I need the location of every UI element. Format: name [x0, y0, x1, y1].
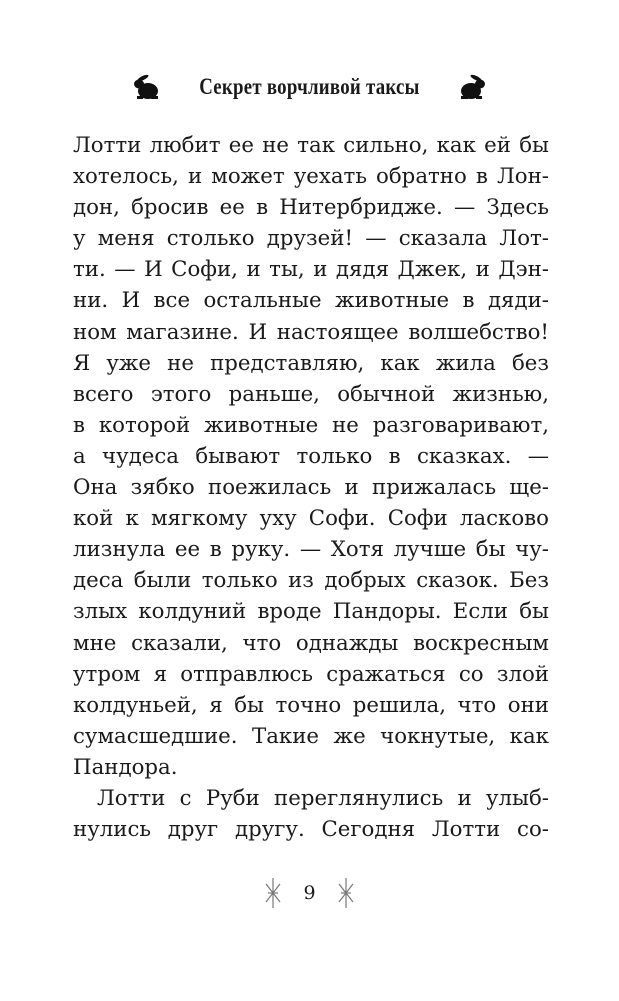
page-footer — [0, 876, 619, 910]
text-line: ти. — И Софи, и ты, и дядя Джек, и Дэн- — [73, 257, 549, 283]
text-line: Лотти любит ее не так сильно, как ей бы — [73, 133, 549, 158]
page-body-text — [73, 130, 549, 845]
rabbit-icon — [458, 74, 488, 100]
text-line: Пандора. — [73, 754, 178, 780]
text-line: хотелось, и может уехать обратно в Лон- — [73, 164, 549, 190]
text-line: лизнула ее в руку. — Хотя лучше бы чу- — [73, 537, 549, 563]
text-line: мне сказали, что однажды воскресным — [73, 630, 549, 656]
running-header — [0, 74, 619, 100]
book-title: Секрет ворчливой таксы — [199, 74, 420, 99]
text-line: в которой животные не разговаривают, — [73, 412, 549, 438]
text-line: Лотти с Руби переглянулись и улыб- — [97, 785, 549, 811]
text-line: кой к мягкому уху Софи. Софи ласково — [73, 506, 549, 532]
text-line: деса были только из добрых сказок. Без — [73, 568, 549, 594]
sparkle-icon — [338, 876, 354, 910]
text-line: дон, бросив ее в Нитербридже. — Здесь — [73, 195, 549, 221]
text-line: злых колдуний вроде Пандоры. Если бы — [73, 599, 549, 625]
text-line: ном магазине. И настоящее волшебство! — [73, 319, 549, 345]
text-line: нулись друг другу. Сегодня Лотти со- — [73, 817, 549, 843]
text-line: Я уже не представляю, как жила без — [73, 350, 549, 376]
text-line: Она зябко поежилась и прижалась ще- — [73, 475, 549, 501]
text-line: колдуньей, я бы точно решила, что они — [73, 692, 549, 718]
sparkle-icon — [265, 876, 281, 910]
text-line: у меня столько друзей! — сказала Лот- — [73, 226, 549, 252]
text-line: утром я отправлюсь сражаться со злой — [73, 661, 549, 687]
text-line: сумасшедшие. Такие же чокнутые, как — [73, 723, 549, 749]
rabbit-icon — [131, 74, 161, 100]
text-line: а чудеса бывают только в сказках. — — [73, 443, 549, 469]
text-line: ни. И все остальные животные в дяди- — [73, 288, 549, 314]
text-line: всего этого раньше, обычной жизнью, — [73, 381, 549, 407]
page-number: 9 — [303, 882, 316, 904]
